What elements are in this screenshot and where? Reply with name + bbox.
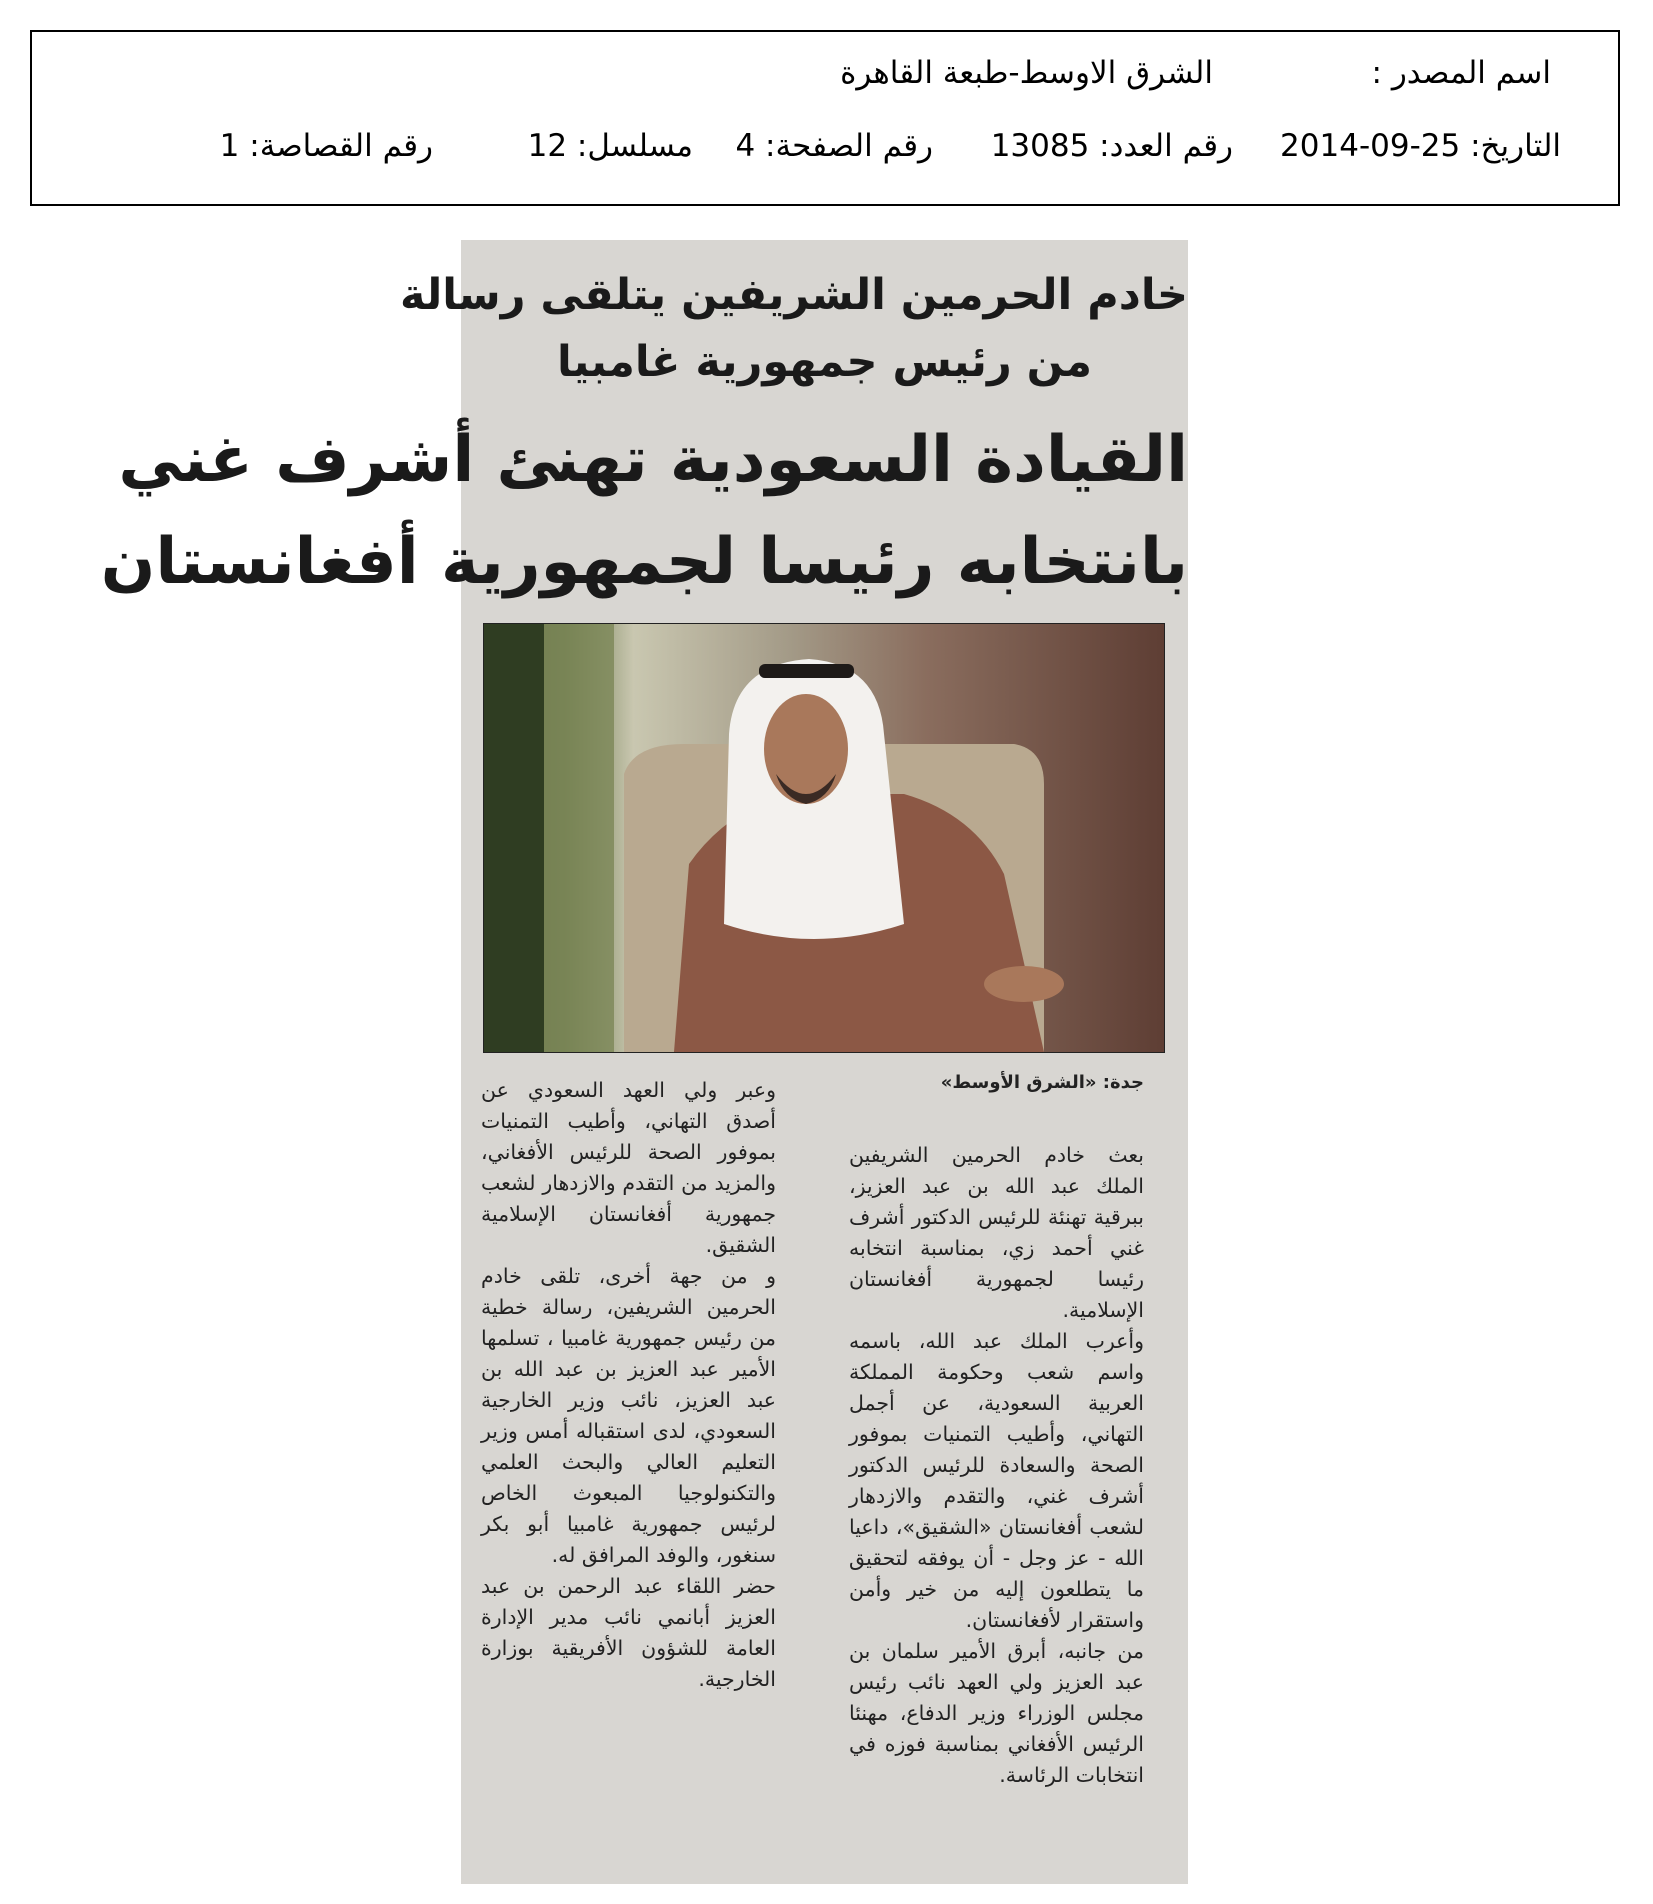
source-label: اسم المصدر : <box>1371 55 1551 91</box>
headline-line-1: القيادة السعودية تهنئ أشرف غني <box>118 423 1188 497</box>
paragraph: وأعرب الملك عبد الله، باسمه واسم شعب وحكومة المملكة العربية السعودية، عن أجمل التهاني، وأطيب التمنيات بموفور الصحة والسعادة للرئيس الدكتور أشرف غني، والتقدم والازدهار لشعب أفغانستان «الشقيق»، داعيا الله - عز وجل - أن يوفقه لتحقيق ما يتطلعون إليه من خير وأمن واستقرار لأفغانستان. <box>849 1329 1144 1632</box>
paragraph: بعث خادم الحرمين الشريفين الملك عبد الله بن عبد العزيز، ببرقية تهنئة للرئيس الدكتور أشرف غني أحمد زي، بمناسبة انتخابه رئيسا لجمهورية أفغانستان الإسلامية. <box>849 1143 1144 1322</box>
paragraph: من جانبه، أبرق الأمير سلمان بن عبد العزيز ولي العهد نائب رئيس مجلس الوزراء وزير الدفاع، مهنئا الرئيس الأفغاني بمناسبة فوزه في انتخابات الرئاسة. <box>849 1639 1144 1787</box>
kicker-line-2: من رئيس جمهورية غامبيا <box>556 337 1092 387</box>
kicker-line-1: خادم الحرمين الشريفين يتلقى رسالة <box>400 270 1188 320</box>
paragraph: وعبر ولي العهد السعودي عن أصدق التهاني، وأطيب التمنيات بموفور الصحة للرئيس الأفغاني، والمزيد من التقدم والازدهار لشعب جمهورية أفغانستان الإسلامية الشقيق. <box>481 1078 776 1257</box>
article-column-left <box>481 1075 776 1695</box>
paragraph: و من جهة أخرى، تلقى خادم الحرمين الشريفين، رسالة خطية من رئيس جمهورية غامبيا ، تسلمها الأمير عبد العزيز بن عبد الله بن عبد العزيز، نائب وزير الخارجية السعودي، لدى استقباله أمس وزير التعليم العالي والبحث العلمي والتكنولوجيا المبعوث الخاص لرئيس جمهورية غامبيا أبو بكر سنغور، والوفد المرافق له. <box>481 1264 776 1567</box>
article-column-right <box>849 1140 1144 1791</box>
date-field: التاريخ: 25-09-2014 <box>1280 128 1561 164</box>
headline-line-2: بانتخابه رئيسا لجمهورية أفغانستان <box>100 525 1188 599</box>
clip-number: رقم القصاصة: 1 <box>219 128 433 164</box>
issue-number: رقم العدد: 13085 <box>990 128 1233 164</box>
article-byline: جدة: «الشرق الأوسط» <box>940 1072 1144 1093</box>
newspaper-clipping <box>100 240 1188 1884</box>
king-portrait-photo <box>483 623 1165 1053</box>
source-value: الشرق الاوسط-طبعة القاهرة <box>840 55 1213 91</box>
page-number: رقم الصفحة: 4 <box>735 128 933 164</box>
serial-number: مسلسل: 12 <box>527 128 693 164</box>
paragraph: حضر اللقاء عبد الرحمن بن عبد العزيز أبانمي نائب مدير الإدارة العامة للشؤون الأفريقية بوزارة الخارجية. <box>481 1574 776 1691</box>
